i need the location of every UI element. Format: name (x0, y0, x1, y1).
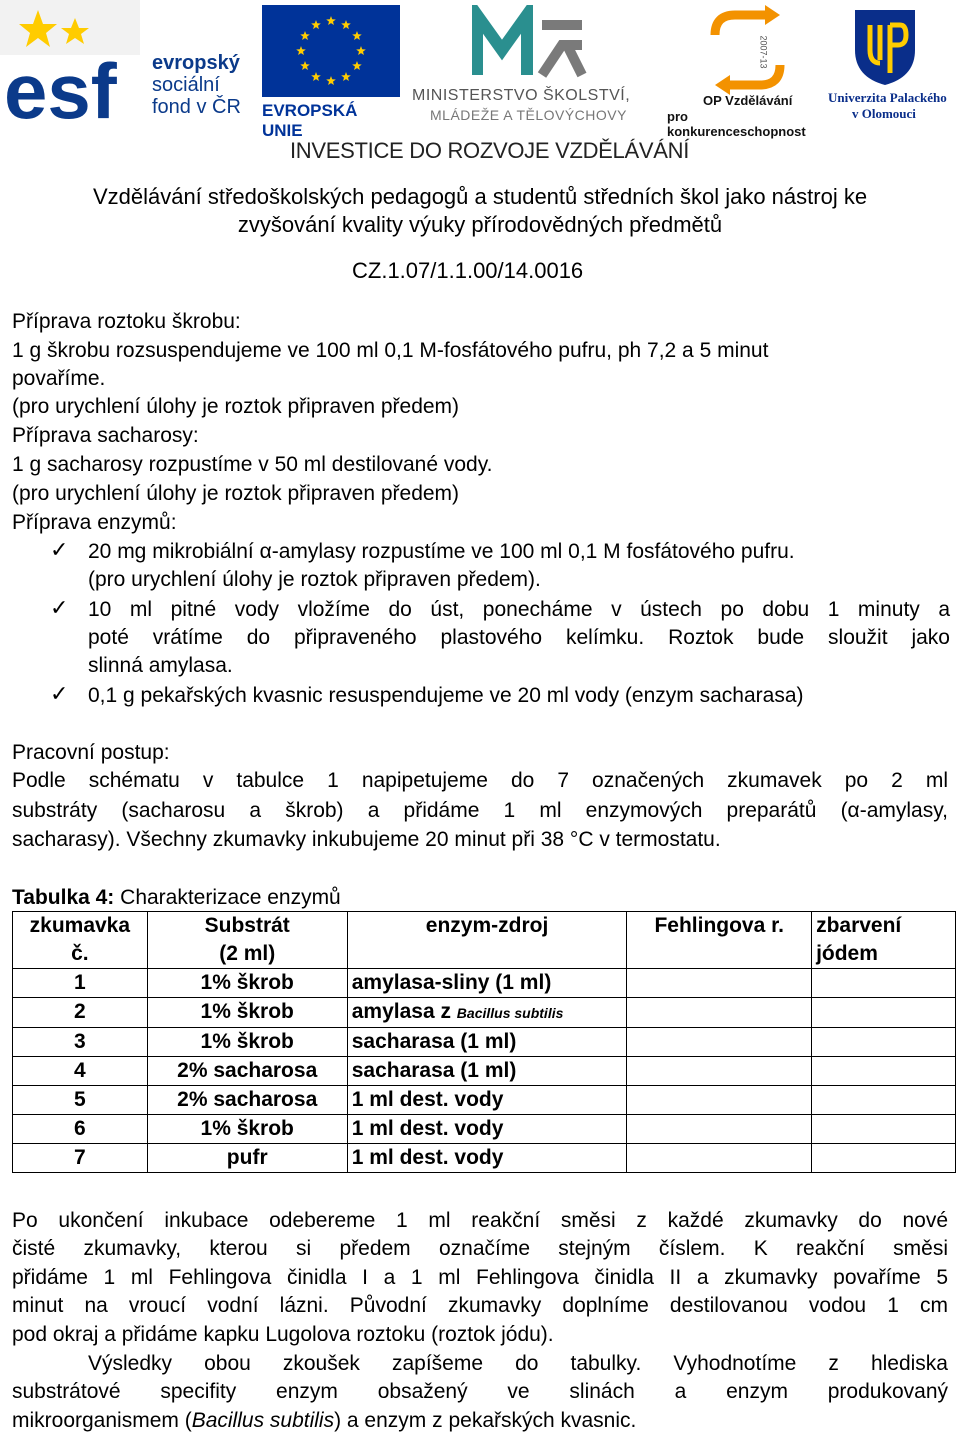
closing-p2-line-1: Výsledky obou zkoušek zapíšeme do tabulky. Vyhodnotíme z hlediska (88, 1352, 948, 1375)
cell-num: 6 (13, 1115, 148, 1144)
closing-p2-species: Bacillus subtilis (191, 1409, 335, 1432)
upol-logo (828, 5, 960, 125)
cell-enzym-species: Bacillus subtilis (456, 1005, 564, 1021)
project-code: CZ.1.07/1.1.00/14.0016 (352, 258, 584, 283)
investice-banner: INVESTICE DO ROZVOJE VZDĚLÁVÁNÍ (290, 138, 690, 163)
enz-heading: Příprava enzymů: (12, 511, 177, 534)
header-zbarveni (812, 912, 956, 969)
check-icon: ✓ (50, 681, 69, 706)
cell-fehling (627, 1086, 812, 1115)
cell-fehling (627, 1144, 812, 1173)
cell-fehling (627, 1057, 812, 1086)
cell-enzym-text: amylasa z (351, 1000, 457, 1023)
closing-p2-line-3 (12, 1407, 636, 1435)
cell-substrat: 2% sacharosa (147, 1086, 347, 1115)
cell-enzym (347, 998, 627, 1028)
esf-mark-icon (0, 0, 150, 125)
cell-zbarveni (812, 1115, 956, 1144)
cell-substrat: pufr (147, 1144, 347, 1173)
header-substrat-line-2: (2 ml) (219, 942, 276, 965)
cell-num: 1 (13, 969, 148, 998)
cell-zbarveni (812, 998, 956, 1028)
logo-strip (0, 0, 960, 140)
skrob-line-1: 1 g škrobu rozsuspendujeme ve 100 ml 0,1 M-fosfátového pufru, ph 7,2 a 5 minut (12, 339, 769, 362)
table-caption-label: Tabulka 4: (12, 886, 115, 909)
enzyme-table (12, 911, 956, 1173)
op-line-1: OP Vzdělávání (703, 93, 793, 108)
cell-fehling (627, 998, 812, 1028)
msmt-line-2: MLÁDEŽE A TĚLOVÝCHOVY (430, 107, 627, 123)
closing-p1-line-2: čisté zkumavky, kterou si předem označíme stejným číslem. K reakční směsi (12, 1237, 948, 1260)
cell-num: 5 (13, 1086, 148, 1115)
cell-fehling (627, 1028, 812, 1057)
eu-flag-icon (262, 5, 400, 97)
header-enzym: enzym-zdroj (347, 912, 627, 969)
eu-logo (262, 5, 402, 140)
closing-p2-line-3-c: ) a enzym z pekařských kvasnic. (334, 1409, 637, 1432)
table-row (13, 1144, 956, 1173)
bullet-3: 0,1 g pekařských kvasnic resuspendujeme ve 20 ml vody (enzym sacharasa) (88, 684, 804, 707)
cell-fehling (627, 969, 812, 998)
project-title-line-2: zvyšování kvality výuky přírodovědných předmětů (237, 212, 723, 237)
table-row (13, 1115, 956, 1144)
closing-p2-line-3-a: mikroorganismem ( (12, 1409, 192, 1432)
eu-label: EVROPSKÁ UNIE (262, 101, 358, 140)
closing-p1-line-4: minut na vroucí vodní lázni. Původní zkumavky doplníme destilovanou vodou 1 cm (12, 1294, 948, 1317)
svg-text:esf: esf (4, 47, 117, 125)
cell-num: 4 (13, 1057, 148, 1086)
header-substrat (147, 912, 347, 969)
cell-zbarveni (812, 1028, 956, 1057)
table-header-row (13, 912, 956, 969)
table-row (13, 1057, 956, 1086)
header-substrat-line-1: Substrát (204, 914, 290, 937)
esf-logo (0, 0, 255, 125)
cell-zbarveni (812, 1086, 956, 1115)
closing-p1-line-1: Po ukončení inkubace odebereme 1 ml reakční směsi z každé zkumavky do nové (12, 1209, 948, 1232)
closing-p1-line-5: pod okraj a přidáme kapku Lugolova roztoku (roztok jódu). (12, 1323, 554, 1346)
cell-substrat: 1% škrob (147, 1028, 347, 1057)
esf-line-1: evropský (152, 52, 240, 74)
sach-note: (pro urychlení úlohy je roztok připraven předem) (12, 482, 460, 505)
cell-enzym: sacharasa (1 ml) (347, 1028, 627, 1057)
upol-line-2: v Olomouci (852, 106, 916, 121)
msmt-logo (412, 5, 657, 125)
cell-substrat: 1% škrob (147, 1115, 347, 1144)
cell-zbarveni (812, 1057, 956, 1086)
skrob-line-2: povaříme. (12, 367, 106, 390)
op-logo (665, 5, 825, 139)
cell-enzym: 1 ml dest. vody (347, 1144, 627, 1173)
postup-line-1: Podle schématu v tabulce 1 napipetujeme do 7 označených zkumavek po 2 ml (12, 769, 948, 792)
table-row (13, 1028, 956, 1057)
skrob-note: (pro urychlení úlohy je roztok připraven předem) (12, 395, 460, 418)
cell-enzym: 1 ml dest. vody (347, 1086, 627, 1115)
esf-line-2: sociální (152, 74, 220, 96)
msmt-line-1: MINISTERSTVO ŠKOLSTVÍ, (412, 87, 631, 104)
table-caption (12, 884, 341, 912)
closing-p1-line-3: přidáme 1 ml Fehlingova činidla I a 1 ml Fehlingova činidla II a zkumavky povaříme 5 (12, 1266, 948, 1289)
bullet-2-line-2: poté vrátíme do připraveného plastového kelímku. Roztok bude sloužit jako (88, 626, 950, 649)
cell-zbarveni (812, 969, 956, 998)
bullet-2-line-3: slinná amylasa. (88, 654, 233, 677)
table-row (13, 998, 956, 1028)
cell-substrat: 1% škrob (147, 998, 347, 1028)
cell-enzym: 1 ml dest. vody (347, 1115, 627, 1144)
bullet-1-line-1: 20 mg mikrobiální α-amylasy rozpustíme ve 100 ml 0,1 M fosfátového pufru. (88, 540, 795, 563)
sach-heading: Příprava sacharosy: (12, 424, 199, 447)
bullet-2-line-1: 10 ml pitné vody vložíme do úst, ponecháme v ústech po dobu 1 minuty a (88, 598, 950, 621)
header-zbarveni-line-2: jódem (816, 942, 878, 965)
op-arrows-icon (695, 5, 805, 100)
msmt-mark-icon (472, 5, 592, 85)
table-row (13, 969, 956, 998)
header-fehling: Fehlingova r. (627, 912, 812, 969)
header-zbarveni-line-1: zbarvení (816, 914, 902, 937)
cell-num: 2 (13, 998, 148, 1028)
header-zkumavka (13, 912, 148, 969)
op-line-2: pro konkurenceschopnost (667, 109, 806, 139)
upol-shield-icon (850, 5, 920, 87)
table-row (13, 1086, 956, 1115)
sach-line: 1 g sacharosy rozpustíme v 50 ml destilované vody. (12, 453, 493, 476)
closing-p2-line-2: substrátové specifity enzym obsažený ve slinách a enzym produkovaný (12, 1380, 948, 1403)
bullet-1-line-2: (pro urychlení úlohy je roztok připraven předem). (88, 568, 541, 591)
check-icon: ✓ (50, 537, 69, 562)
postup-line-3: sacharasy). Všechny zkumavky inkubujeme 20 minut při 38 °C v termostatu. (12, 828, 721, 851)
postup-heading: Pracovní postup: (12, 741, 170, 764)
op-badge: 2007-13 (758, 35, 769, 69)
upol-line-1: Univerzita Palackého (828, 90, 947, 105)
header-zkumavka-line-2: č. (71, 942, 89, 965)
cell-substrat: 2% sacharosa (147, 1057, 347, 1086)
skrob-heading: Příprava roztoku škrobu: (12, 310, 241, 333)
project-title-line-1: Vzdělávání středoškolských pedagogů a studentů středních škol jako nástroj ke (92, 184, 868, 209)
esf-line-3: fond v ČR (152, 96, 241, 118)
table-caption-text: Charakterizace enzymů (114, 886, 341, 909)
postup-line-2: substráty (sacharosu a škrob) a přidáme 1 ml enzymových preparátů (α-amylasy, (12, 799, 948, 822)
cell-fehling (627, 1115, 812, 1144)
cell-enzym: amylasa-sliny (1 ml) (347, 969, 627, 998)
cell-substrat: 1% škrob (147, 969, 347, 998)
header-zkumavka-line-1: zkumavka (29, 914, 131, 937)
cell-num: 7 (13, 1144, 148, 1173)
cell-zbarveni (812, 1144, 956, 1173)
cell-enzym: sacharasa (1 ml) (347, 1057, 627, 1086)
project-title (0, 183, 960, 239)
check-icon: ✓ (50, 595, 69, 620)
cell-num: 3 (13, 1028, 148, 1057)
